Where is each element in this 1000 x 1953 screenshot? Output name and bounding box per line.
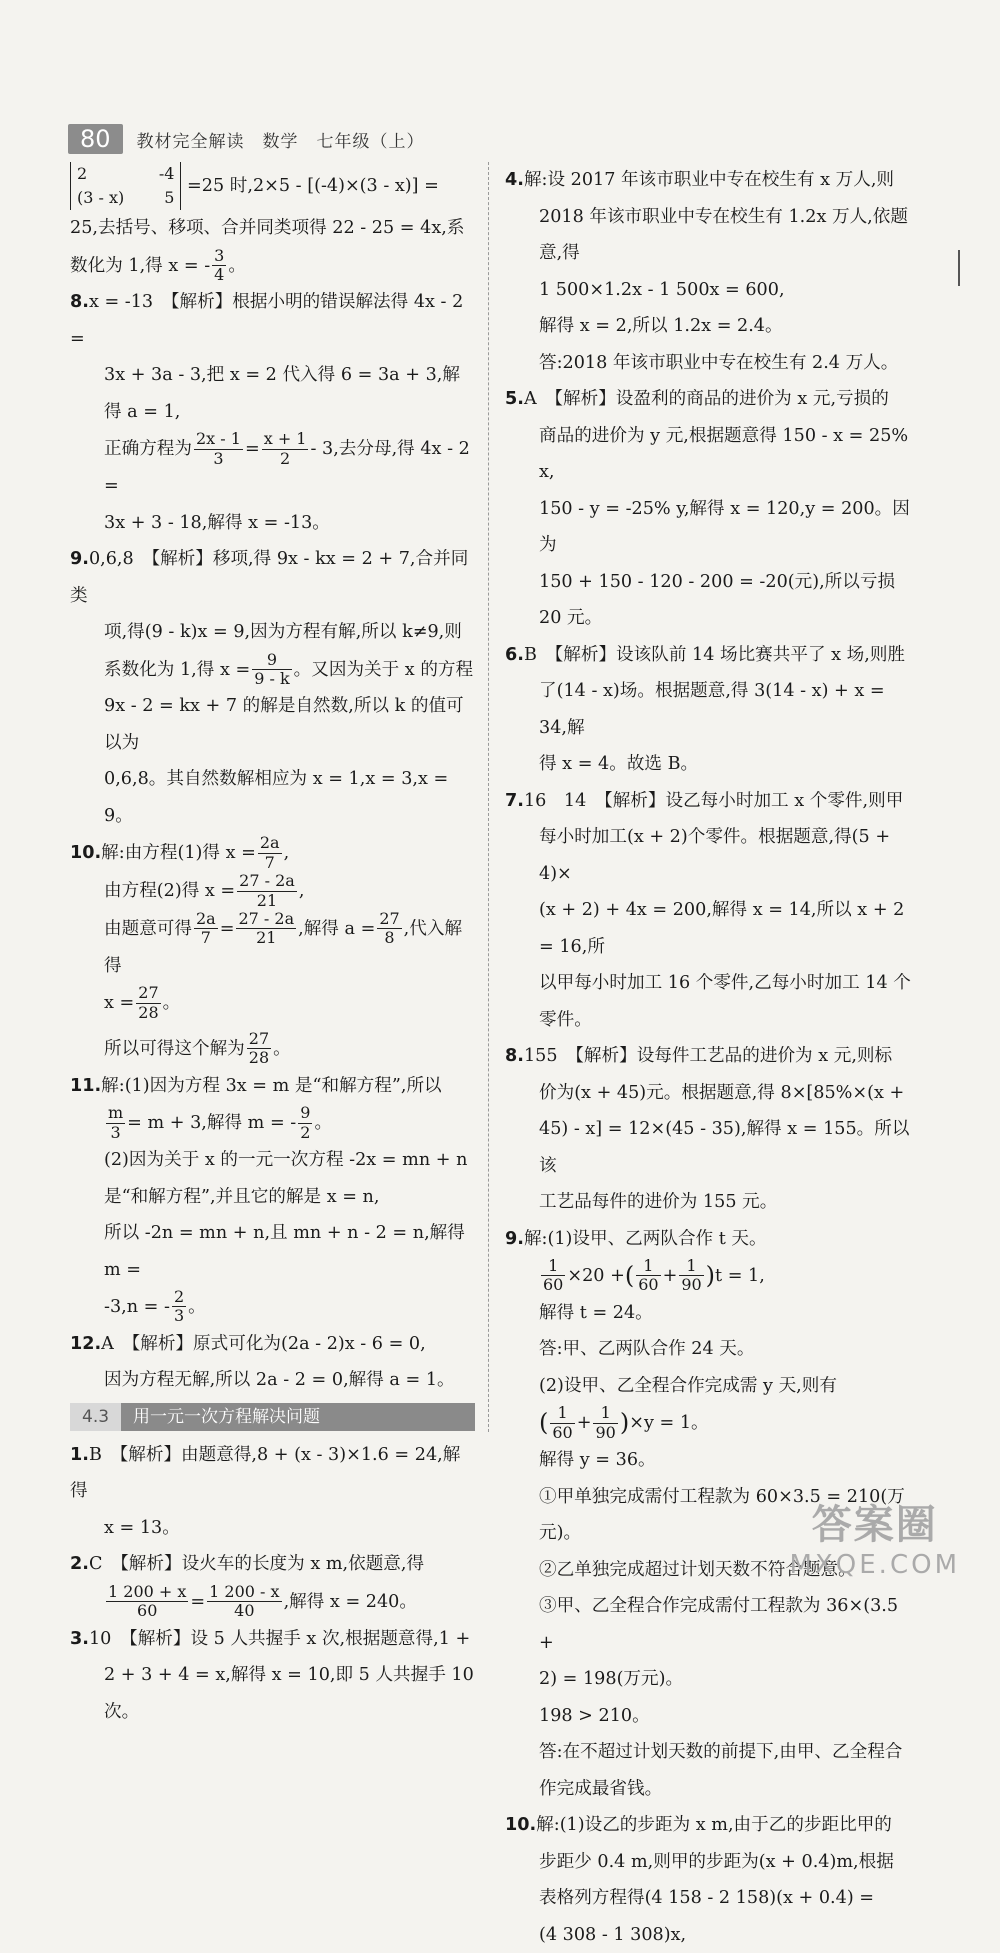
text-line: 解得 t = 24。: [539, 1302, 653, 1323]
text-line: 正确方程为 $\frac{2x - 1}{3}$ = $\frac{x + 1}{2}$ - 3,去分母,得 4x - 2 =: [104, 429, 470, 497]
text-line: 了(14 - x)场。根据题意,得 3(14 - x) + x = 34,解: [539, 681, 885, 738]
answer-8: 8.x = -13 【解析】根据小明的错误解法得 4x - 2 =: [70, 292, 464, 349]
text-line: 3x + 3 - 18,解得 x = -13。: [104, 512, 330, 533]
text-line: 意,得: [539, 243, 580, 263]
watermark-logo: 答案圈 MXQE.COM: [789, 1502, 960, 1580]
text-line: 每小时加工(x + 2)个零件。根据题意,得(5 + 4)×: [539, 827, 891, 884]
text-line: 150 + 150 - 120 - 200 = -20(元),所以亏损 20 元。: [539, 571, 896, 628]
text-line: ②乙单独完成超过计划天数不符合题意。: [539, 1559, 856, 1580]
text-line: ③甲、乙全程合作完成需付工程款为 36×(3.5 +: [539, 1596, 899, 1653]
section-title: 用一元一次方程解决问题: [121, 1403, 475, 1431]
text-line: 得 x = 4。故选 B。: [539, 754, 699, 774]
text-line: 45) - x] = 12×(45 - 35),解得 x = 155。所以该: [539, 1119, 910, 1176]
text-line: 解得 x = 2,所以 1.2x = 2.4。: [539, 316, 783, 336]
text-line: 项,得(9 - k)x = 9,因为方程有解,所以 k≠9,则: [104, 622, 462, 643]
answer-9r: 9.解:(1)设甲、乙两队合作 t 天。: [505, 1228, 767, 1249]
text-line: 由题意可得 $\frac{2a}{7}$ = $\frac{27 - 2a}{21}$ ,解得 a = $\frac{27}{8}$ ,代入解得: [104, 908, 463, 976]
text-line: (2)设甲、乙全程合作完成需 y 天,则有: [539, 1375, 837, 1396]
answer-s3: 3.10 【解析】设 5 人共握手 x 次,根据题意得,1 +: [70, 1628, 471, 1649]
text-line: 零件。: [539, 1009, 592, 1030]
text-line: 2 + 3 + 4 = x,解得 x = 10,即 5 人共握手 10 次。: [104, 1665, 474, 1722]
text-line: 价为(x + 45)元。根据题意,得 8×[85%×(x +: [539, 1082, 905, 1103]
section-number: 4.3: [70, 1403, 121, 1431]
text-line: 答:2018 年该市职业中专在校生有 2.4 万人。: [539, 352, 899, 373]
text-line: 系数化为 1,得 x = $\frac{9}{9 - k}$ 。又因为关于 x 的方程: [104, 649, 474, 688]
answer-10: 10.解:由方程(1)得 x = $\frac{2a}{7}$ ,: [70, 833, 290, 872]
answer-4: 4.解:设 2017 年该市职业中专在校生有 x 万人,则: [505, 170, 895, 190]
text-line: 2018 年该市职业中专在校生有 1.2x 万人,依题: [539, 206, 908, 227]
page-number: 80: [68, 124, 123, 154]
text-line: 3x + 3a - 3,把 x = 2 代入得 6 = 3a + 3,解得 a = 1,: [104, 365, 460, 422]
answer-10r: 10.解:(1)设乙的步距为 x m,由于乙的步距比甲的: [505, 1815, 892, 1836]
left-column: [70, 162, 475, 1730]
text-line: $\frac{1}{60}$ ×20 +( $\frac{1}{60}$ + $\frac{1}{90}$ )t = 1,: [543, 1256, 765, 1295]
column-divider: [488, 162, 489, 1432]
answer-5: 5.A 【解析】设盈利的商品的进价为 x 元,亏损的: [505, 389, 889, 409]
text-line: 0,6,8。其自然数解相应为 x = 1,x = 3,x = 9。: [104, 769, 449, 826]
answer-8r: 8.155 【解析】设每件工艺品的进价为 x 元,则标: [505, 1046, 893, 1066]
text-line: 9x - 2 = kx + 7 的解是自然数,所以 k 的值可以为: [104, 696, 464, 753]
section-heading: [70, 1403, 475, 1431]
det-line: 2 -4 (3 - x) 5 =25 时,2×5 - [(-4)×(3 - x)] =: [70, 162, 475, 210]
text-line: 2) = 198(万元)。: [539, 1669, 684, 1690]
text-line: ( $\frac{1}{60}$ + $\frac{1}{90}$ )×y = 1。: [539, 1403, 709, 1442]
answer-s2: 2.C 【解析】设火车的长度为 x m,依题意,得: [70, 1554, 425, 1575]
text-line: x = $\frac{27}{28}$ 。: [104, 983, 181, 1022]
text-line: (x + 2) + 4x = 200,解得 x = 14,所以 x + 2 = 16,所: [539, 900, 905, 957]
text-line: 步距少 0.4 m,则甲的步距为(x + 0.4)m,根据: [539, 1851, 894, 1872]
text-line: 198 > 210。: [539, 1705, 650, 1726]
text-line: 25,去括号、移项、合并同类项得 22 - 25 = 4x,系: [70, 218, 465, 238]
answer-7: 7.16 14 【解析】设乙每小时加工 x 个零件,则甲: [505, 790, 904, 811]
text-line: $\frac{1 200 + x}{60}$ = $\frac{1 200 - x}{40}$ ,解得 x = 240。: [108, 1581, 417, 1621]
answer-11: 11.解:(1)因为方程 3x = m 是“和解方程”,所以: [70, 1075, 442, 1096]
text-line: $\frac{m}{3}$ = m + 3,解得 m = - $\frac{9}{2}$ 。: [108, 1103, 333, 1142]
right-column: [505, 162, 915, 1953]
text-line: 1 500×1.2x - 1 500x = 600,: [539, 279, 785, 300]
text-line: 所以 -2n = mn + n,且 mn + n - 2 = n,解得 m =: [104, 1223, 465, 1280]
text-line: 由方程(2)得 x = $\frac{27 - 2a}{21}$ ,: [104, 871, 305, 910]
text-line: 答:在不超过计划天数的前提下,由甲、乙全程合: [539, 1742, 903, 1763]
answer-s1: 1.B 【解析】由题意得,8 + (x - 3)×1.6 = 24,解得: [70, 1444, 461, 1502]
text-line: 以甲每小时加工 16 个零件,乙每小时加工 14 个: [539, 973, 911, 993]
text-line: (4 308 - 1 308)x,: [539, 1924, 687, 1945]
text-line: 答:甲、乙两队合作 24 天。: [539, 1339, 755, 1360]
answer-6: 6.B 【解析】设该队前 14 场比赛共平了 x 场,则胜: [505, 644, 906, 665]
text-line: 作完成最省钱。: [539, 1778, 663, 1799]
text-line: ①甲单独完成需付工程款为 60×3.5 = 210(万元)。: [539, 1486, 905, 1544]
text-line: -3,n = - $\frac{2}{3}$ 。: [104, 1287, 206, 1326]
text-line: 150 - y = -25% y,解得 x = 120,y = 200。因为: [539, 498, 910, 555]
text-line: 数化为 1,得 x = - $\frac{3}{4}$ 。: [70, 245, 246, 284]
text-line: 所以可得这个解为 $\frac{27}{28}$ 。: [104, 1028, 291, 1068]
text-line: 工艺品每件的进价为 155 元。: [539, 1192, 778, 1212]
text-line: 解得 y = 36。: [539, 1450, 656, 1471]
text-line: (2)因为关于 x 的一元一次方程 -2x = mn + n: [104, 1150, 468, 1171]
answer-12: 12.A 【解析】原式可化为(2a - 2)x - 6 = 0,: [70, 1333, 426, 1354]
text-line: x = 13。: [104, 1517, 180, 1538]
text-line: 是“和解方程”,并且它的解是 x = n,: [104, 1186, 380, 1207]
margin-mark: [958, 250, 960, 286]
text-line: 表格列方程得(4 158 - 2 158)(x + 0.4) =: [539, 1888, 875, 1909]
header-title: 教材完全解读 数学 七年级（上）: [136, 131, 425, 152]
text-line: 商品的进价为 y 元,根据题意得 150 - x = 25% x,: [539, 425, 909, 482]
answer-9: 9.0,6,8 【解析】移项,得 9x - kx = 2 + 7,合并同类: [70, 549, 469, 606]
text-line: 因为方程无解,所以 2a - 2 = 0,解得 a = 1。: [104, 1370, 455, 1391]
page-header: [68, 124, 425, 154]
determinant: 2 -4 (3 - x) 5: [70, 162, 181, 210]
